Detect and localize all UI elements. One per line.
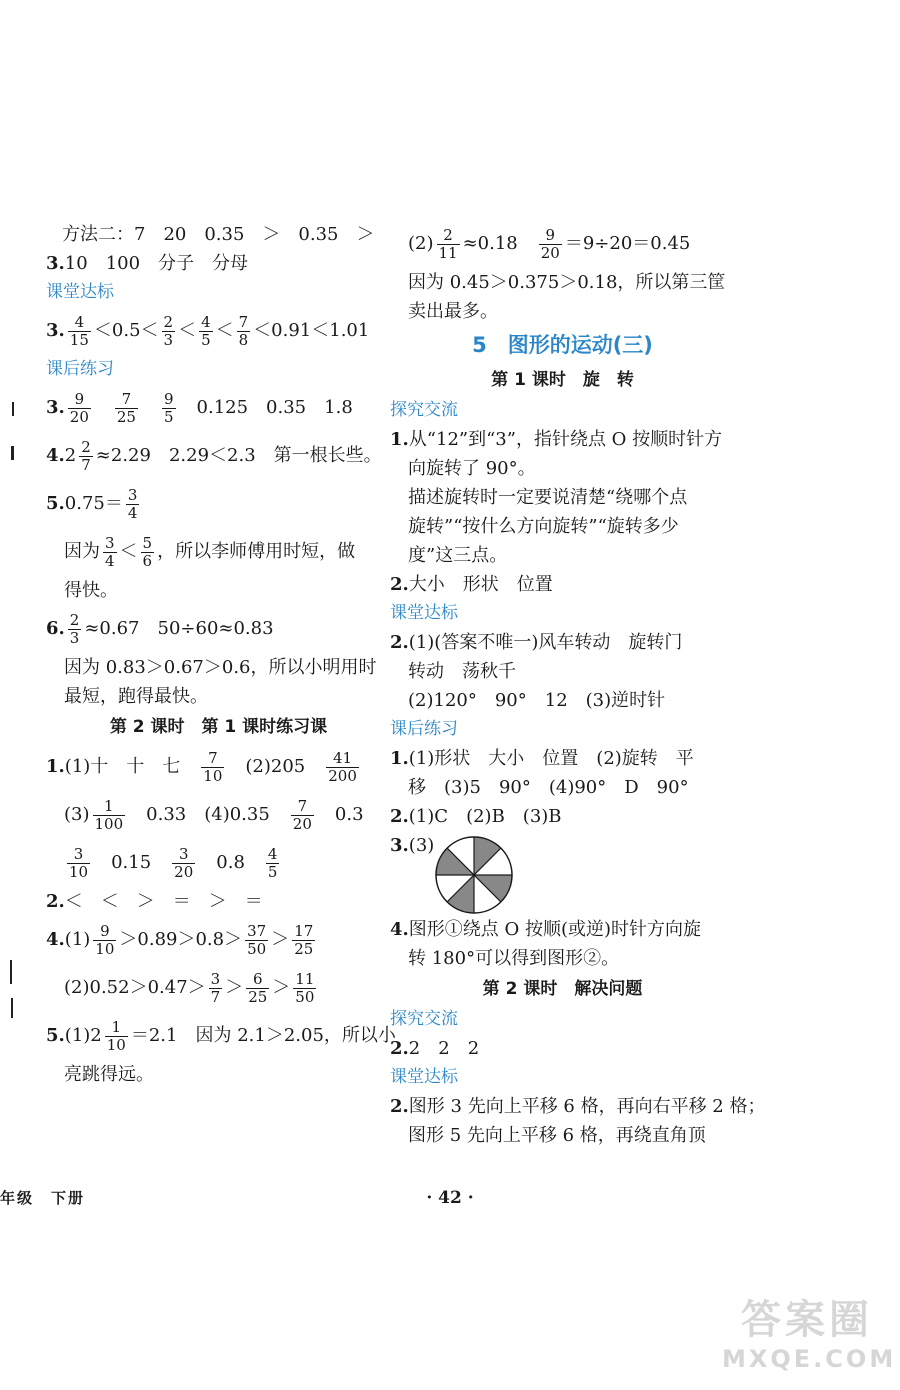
answer-line: 3. $\frac{9}{20}$ $\frac{7}{25}$ $\frac{9}{5}$ 0.125 0.35 1.8 [46, 389, 353, 426]
shaded-sector [447, 875, 474, 913]
item-number: 2. [390, 574, 409, 595]
answer-text: 图形 3 先向上平移 6 格，再向右平移 2 格； [408, 1096, 766, 1117]
page-number: · 42 · [426, 1188, 474, 1208]
lesson-title: 第 1 课时 旋 转 [491, 370, 634, 390]
scan-mark [11, 446, 14, 460]
answer-line: 转动 荡秋千 [408, 661, 516, 682]
answer-line: 转 180°可以得到图形②。 [408, 948, 620, 969]
item-number: 3. [46, 253, 65, 274]
rotation-circle-figure [432, 833, 516, 917]
item-number: 2. [390, 806, 409, 827]
item-number: 1. [390, 429, 409, 450]
section-heading: 课后练习 [390, 719, 458, 739]
answer-line: 因为 0.83＞0.67＞0.6，所以小明用时 [64, 657, 377, 678]
answer-text: 大小 形状 位置 [408, 574, 553, 595]
answer-line: 亮跳得远。 [64, 1064, 154, 1085]
answer-text: (1)C (2)B (3)B [408, 806, 562, 827]
answer-line: 因为 0.45＞0.375＞0.18，所以第三筐 [408, 272, 726, 293]
shaded-sector [436, 848, 474, 875]
section-heading: 课堂达标 [390, 1067, 458, 1087]
item-number: 2. [390, 1038, 409, 1059]
watermark-url: MXQE.COM [722, 1345, 897, 1373]
answer-line: 3. $\frac{4}{15}$ ＜0.5＜ $\frac{2}{3}$ ＜ $\frac{4}{5}$ ＜ $\frac{7}{8}$ ＜0.91＜1.01 [46, 312, 370, 349]
answer-line: 1.(1)十 十 七 $\frac{7}{10}$ (2)205 $\frac{41}{200}$ [46, 748, 357, 785]
answer-line: $\frac{3}{10}$ 0.15 $\frac{3}{20}$ 0.8 $\frac{4}{5}$ [69, 844, 278, 881]
answer-line: 6. $\frac{2}{3}$ ≈0.67 50÷60≈0.83 [46, 610, 274, 647]
answer-line: 4.(1) $\frac{9}{10}$ ＞0.89＞0.8＞ $\frac{37}{50}$ ＞ $\frac{17}{25}$ [46, 921, 314, 958]
answer-line: 旋转”“按什么方向旋转”“旋转多少 [408, 516, 679, 537]
watermark [722, 1296, 897, 1386]
answer-text: (1)(答案不唯一)风车转动 旋转门 [408, 632, 683, 653]
answer-text: (3) [408, 835, 435, 856]
answer-line: 移 (3)5 90° (4)90° D 90° [408, 777, 689, 798]
answer-text: 2 2 2 [408, 1038, 480, 1059]
answer-line: 卖出最多。 [408, 301, 498, 322]
answer-line: 最短，跑得最快。 [64, 686, 208, 707]
watermark-title: 答案圈 [741, 1297, 873, 1343]
item-number: 2. [390, 1096, 409, 1117]
scan-mark [10, 960, 12, 984]
item-number: 2. [390, 632, 409, 653]
section-heading: 课后练习 [46, 359, 114, 379]
answer-line: 5.0.75＝ $\frac{3}{4}$ [46, 485, 138, 522]
footer-grade: 年级 下册 [0, 1189, 86, 1207]
section-heading: 课堂达标 [390, 603, 458, 623]
section-heading: 探究交流 [390, 1009, 458, 1029]
answer-line: 度”这三点。 [408, 545, 508, 566]
chapter-title: 5 图形的运动(三) [472, 333, 653, 357]
answer-line: (2) $\frac{2}{11}$ ≈0.18 $\frac{9}{20}$ ＝9÷20＝0.45 [408, 225, 691, 262]
lesson-title: 第 2 课时 第 1 课时练习课 [109, 717, 328, 737]
answer-text: ＜ ＜ ＞ ＝ ＞ ＝ [64, 891, 263, 912]
answer-line: 得快。 [64, 580, 118, 601]
item-number: 2. [46, 891, 65, 912]
left-column [46, 220, 396, 1089]
answer-text: 10 100 分子 分母 [64, 253, 249, 274]
answer-line: (3) $\frac{1}{100}$ 0.33 (4)0.35 $\frac{7}{20}$ 0.3 [64, 796, 364, 833]
scan-mark [11, 998, 13, 1018]
answer-line: (2)0.52＞0.47＞ $\frac{3}{7}$ ＞ $\frac{6}{25}$ ＞ $\frac{11}{50}$ [64, 969, 315, 1006]
answer-line: (2)120° 90° 12 (3)逆时针 [408, 690, 666, 711]
answer-line: 方法二：7 20 0.35 ＞ 0.35 ＞ [62, 224, 375, 245]
right-column [390, 220, 766, 1150]
item-number: 1. [390, 748, 409, 769]
item-number: 3. [390, 835, 409, 856]
shaded-sector [474, 875, 512, 902]
answer-text: 图形①绕点 O 按顺(或逆)时针方向旋 [408, 919, 702, 940]
lesson-title: 第 2 课时 解决问题 [482, 979, 643, 999]
answer-line: 5.(1)2 $\frac{1}{10}$ ＝2.1 因为 2.1＞2.05，所以小 [46, 1017, 396, 1054]
scan-mark [12, 402, 14, 416]
answer-text: (1)形状 大小 位置 (2)旋转 平 [408, 748, 694, 769]
answer-line: 因为 $\frac{3}{4}$ ＜ $\frac{5}{6}$ ，所以李师傅用时短，做 [64, 533, 356, 570]
answer-line: 向旋转了 90°。 [408, 458, 536, 479]
shaded-sector [474, 837, 501, 875]
answer-line: 描述旋转时一定要说清楚“绕哪个点 [408, 487, 688, 508]
section-heading: 探究交流 [390, 400, 458, 420]
answer-line: 4.2 $\frac{2}{7}$ ≈2.29 2.29＜2.3 第一根长些。 [46, 437, 382, 474]
answer-line: 图形 5 先向上平移 6 格，再绕直角顶 [408, 1125, 706, 1146]
item-number: 4. [390, 919, 409, 940]
answer-text: 从“12”到“3”，指针绕点 O 按顺时针方 [408, 429, 723, 450]
section-heading: 课堂达标 [46, 282, 114, 302]
